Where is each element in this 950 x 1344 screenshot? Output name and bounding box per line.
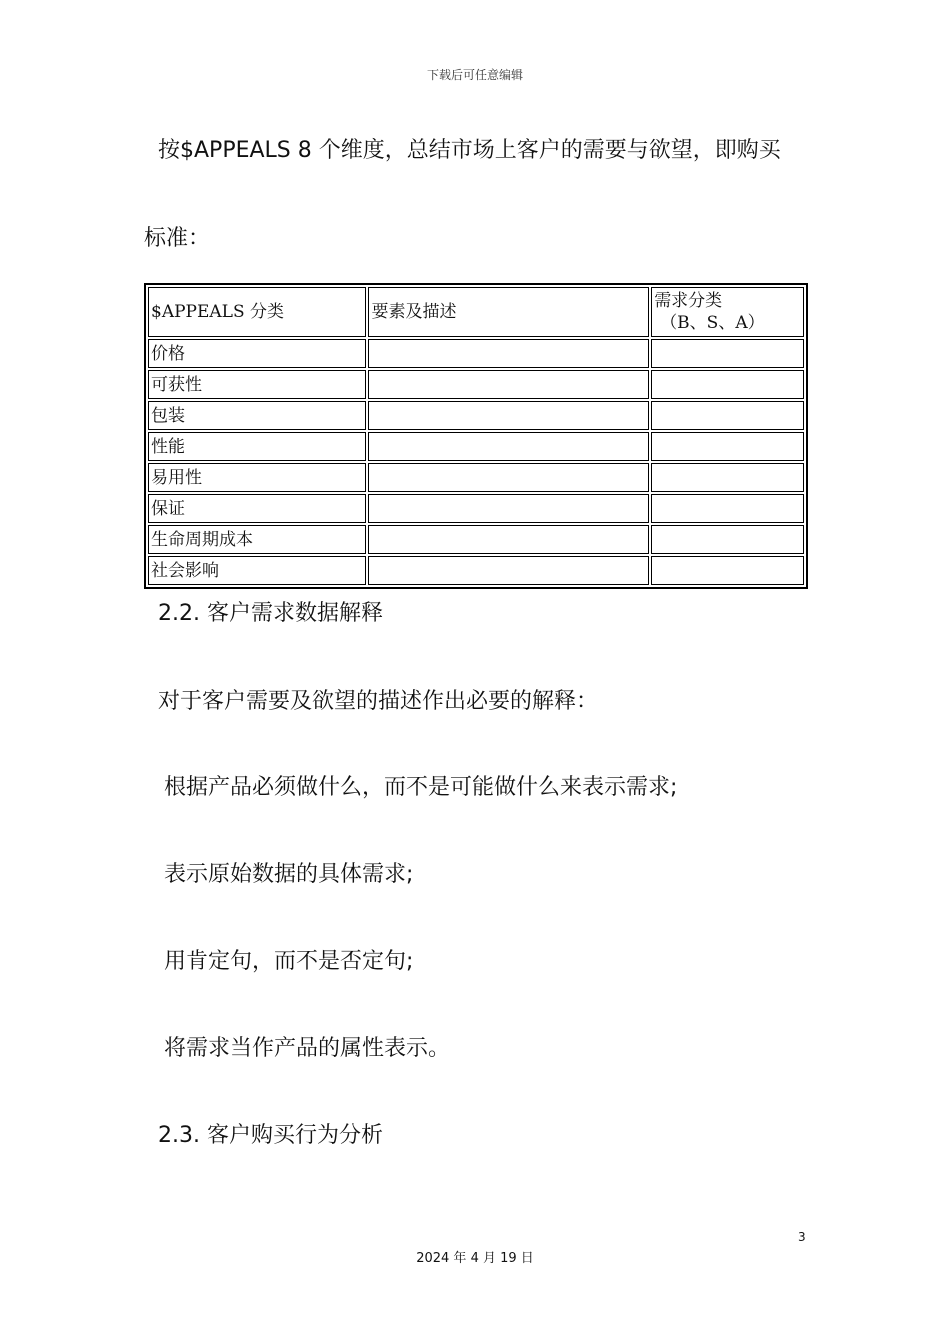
row-need-class (651, 525, 804, 554)
row-elements (368, 339, 649, 368)
row-category: 社会影响 (148, 556, 366, 585)
section-2-2-item-3: 用肯定句，而不是否定句; (164, 949, 414, 974)
section-2-2-item-4: 将需求当作产品的属性表示。 (164, 1036, 451, 1061)
row-need-class (651, 401, 804, 430)
intro-line-1: 按$APPEALS 8 个维度，总结市场上客户的需要与欲望，即购买 (158, 138, 781, 163)
section-2-2-item-2: 表示原始数据的具体需求; (164, 862, 414, 887)
row-category: 性能 (148, 432, 366, 461)
appeals-table (144, 283, 808, 589)
row-elements (368, 432, 649, 461)
page-number: 3 (798, 1230, 806, 1244)
section-2-2-heading: 2.2. 客户需求数据解释 (158, 601, 383, 626)
table-row (148, 463, 804, 492)
header-elements: 要素及描述 (368, 287, 649, 337)
row-category: 易用性 (148, 463, 366, 492)
table-row (148, 494, 804, 523)
header-need-class-label: 需求分类 (654, 291, 723, 311)
table-row (148, 401, 804, 430)
row-need-class (651, 556, 804, 585)
header-note: 下载后可任意编辑 (426, 68, 523, 82)
table-row (148, 432, 804, 461)
table-row (148, 556, 804, 585)
row-category: 包装 (148, 401, 366, 430)
row-category: 生命周期成本 (148, 525, 366, 554)
row-need-class (651, 432, 804, 461)
table-header-row (148, 287, 804, 337)
row-need-class (651, 339, 804, 368)
table-row (148, 339, 804, 368)
row-elements (368, 525, 649, 554)
footer-date: 2024 年 4 月 19 日 (416, 1251, 534, 1266)
row-elements (368, 556, 649, 585)
section-2-3-heading: 2.3. 客户购买行为分析 (158, 1123, 383, 1148)
table-row (148, 525, 804, 554)
section-2-2-intro: 对于客户需要及欲望的描述作出必要的解释： (158, 689, 599, 714)
header-need-class-sub: （B、S、A） (660, 313, 765, 333)
header-category: $APPEALS 分类 (148, 287, 366, 337)
row-elements (368, 370, 649, 399)
row-elements (368, 494, 649, 523)
row-need-class (651, 463, 804, 492)
header-need-class (651, 287, 804, 337)
section-2-2-item-1: 根据产品必须做什么，而不是可能做什么来表示需求; (164, 775, 678, 800)
row-category: 保证 (148, 494, 366, 523)
row-need-class (651, 370, 804, 399)
table-row (148, 370, 804, 399)
row-category: 可获性 (148, 370, 366, 399)
row-elements (368, 463, 649, 492)
row-elements (368, 401, 649, 430)
row-category: 价格 (148, 339, 366, 368)
row-need-class (651, 494, 804, 523)
intro-line-2: 标准： (144, 226, 211, 251)
